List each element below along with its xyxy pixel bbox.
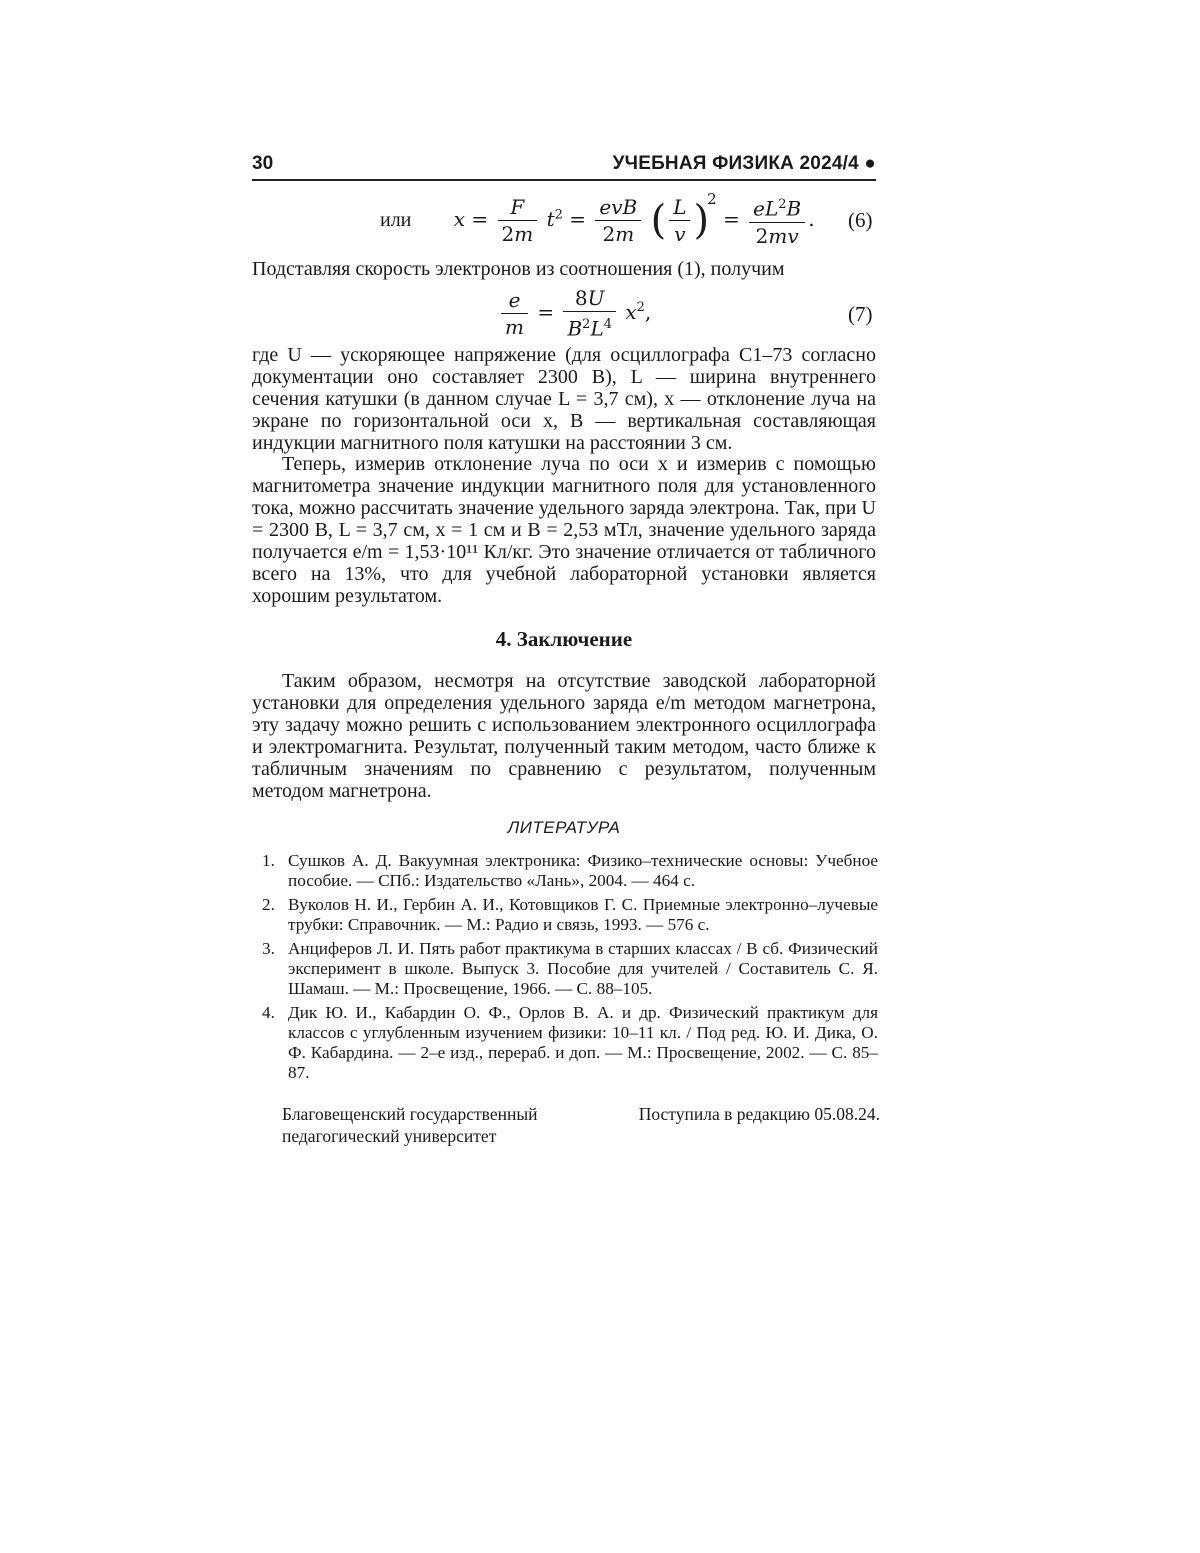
reference-item [262,939,878,999]
paragraph-1: Подставляя скорость электронов из соотношения (1), получим [252,258,785,280]
reference-text: Сушков А. Д. Вакуумная электроника: Физико–технические основы: Учебное пособие. — СПб.: Издательство «Лань», 2004. — 464 с. [288,851,878,890]
paragraph-4: Таким образом, несмотря на отсутствие заводской лабораторной установки для определения удельного заряда e/m методом магнетрона, эту задачу можно решить с использованием электронного осциллографа и электромагнита. Результат, полученный таким методом, часто ближе к табличным значениям по сравнению с результатом, полученным методом магнетрона. [252,670,876,802]
reference-list [262,851,878,1087]
affiliation [282,1103,537,1147]
paragraph-2: где U — ускоряющее напряжение (для осциллографа С1–73 согласно документации оно составляет 2300 В), L — ширина внутреннего сечения катушки (в данном случае L = 3,7 см), x — отклонение луча на экране по горизонтальной оси x, B — вертикальная составляющая индукции магнитного поля катушки на расстоянии 3 см. [252,344,876,454]
reference-item [262,851,878,891]
affiliation-line-1: Благовещенский государственный [282,1104,538,1124]
reference-number: 3. [262,939,275,958]
reference-number: 4. [262,1003,275,1022]
equation-7: $\frac{e}{m}$ = $\frac{8U}{B^2L^4}$ $x^2$, [498,286,651,341]
page-number: 30 [252,153,274,174]
literature-title: ЛИТЕРАТУРА [507,818,621,837]
affiliation-line-2: педагогический университет [282,1126,497,1146]
reference-number: 1. [262,851,275,870]
equation-6: или x = $\frac{F}{2m}$ $t^2$ = $\frac{\text{evB}}{2m}$ ( $\frac{L}{v}$ )$^2$ = $\frac{eL^2B}{2mv}$ . [380,190,815,248]
received-date: Поступила в редакцию 05.08.24. [638,1104,880,1124]
reference-number: 2. [262,895,275,914]
reference-item [262,1003,878,1083]
reference-text: Дик Ю. И., Кабардин О. Ф., Орлов В. А. и др. Физический практикум для классов с углубленным изучением физики: 10–11 кл. / Под ред. Ю. И. Дика, О. Ф. Кабардина. — 2–е изд., перераб. и доп. — М.: Просвещение, 2002. — С. 85–87. [288,1003,878,1082]
running-header [252,153,876,181]
section-title: 4. Заключение [495,627,633,651]
equation-6-number: (6) [848,208,873,232]
journal-title: УЧЕБНАЯ ФИЗИКА 2024/4 ● [612,153,876,174]
paragraph-3: Теперь, измерив отклонение луча по оси x и измерив с помощью магнитометра значение индукции магнитного поля для установленного тока, можно рассчитать значение удельного заряда электрона. Так, при U = 2300 В, L = 3,7 см, x = 1 см и B = 2,53 мТл, значение удельного заряда получается e/m = 1,53·10¹¹ Кл/кг. Это значение отличается от табличного всего на 13%, что для учебной лабораторной установки является хорошим результатом. [252,453,876,607]
reference-text: Анциферов Л. И. Пять работ практикума в старших классах / В сб. Физический эксперимент в школе. Выпуск 3. Пособие для учителей / Составитель С. Я. Шамаш. — М.: Просвещение, 1966. — С. 88–105. [288,939,878,998]
equation-7-number: (7) [848,302,873,326]
eq6-prefix: или [380,209,412,231]
reference-text: Вуколов Н. И., Гербин А. И., Котовщиков Г. С. Приемные электронно–лучевые трубки: Справочник. — М.: Радио и связь, 1993. — 576 с. [288,895,878,934]
reference-item [262,895,878,935]
